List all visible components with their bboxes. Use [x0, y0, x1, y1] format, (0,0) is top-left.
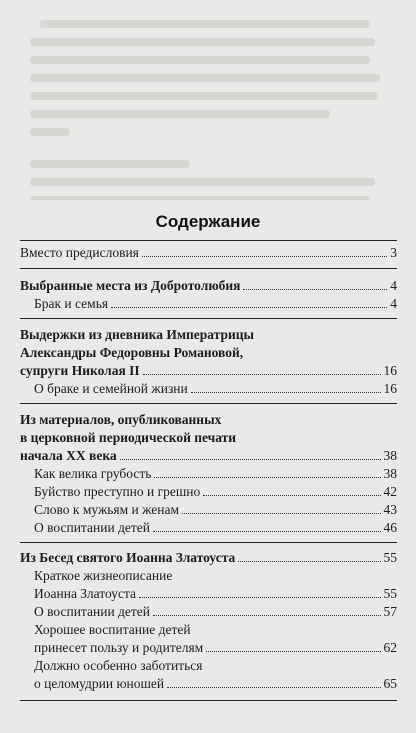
section-rule	[20, 318, 397, 319]
toc-entry-child-upbringing-2[interactable]	[34, 603, 397, 620]
toc-entry-text: Брак и семья	[34, 296, 109, 311]
toc-page-number: 4	[390, 296, 397, 311]
toc-page-number: 38	[383, 466, 397, 481]
toc-leader	[206, 650, 380, 652]
toc-leader	[120, 458, 381, 460]
toc-entry-line: Краткое жизнеописание	[34, 568, 173, 583]
toc-leader	[111, 306, 387, 308]
toc-page-number: 55	[383, 550, 397, 565]
toc-leader	[191, 391, 381, 393]
toc-leader	[167, 686, 380, 688]
toc-leader	[182, 512, 380, 514]
toc-entry-text: О браке и семейной жизни	[34, 381, 188, 396]
toc-leader	[139, 596, 380, 598]
toc-entry-chastity[interactable]	[34, 675, 397, 692]
toc-entry-violence[interactable]	[34, 483, 397, 500]
toc-leader	[153, 530, 380, 532]
toc-entry-line: Александры Федоровны Романовой,	[20, 345, 244, 360]
toc-entry-preface[interactable]	[20, 244, 397, 261]
toc-entry-chrysostom[interactable]	[20, 549, 397, 566]
toc-page-number: 62	[383, 640, 397, 655]
toc-entry-text: Вместо предисловия	[20, 245, 139, 260]
toc-page-number: 16	[383, 363, 397, 378]
toc-leader	[142, 255, 387, 257]
toc-page-number: 65	[383, 676, 397, 691]
toc-entry-brak-i-semya[interactable]	[34, 295, 397, 312]
toc-entry-line: в церковной периодической печати	[20, 430, 237, 445]
toc-page-number: 16	[383, 381, 397, 396]
toc-page-number: 38	[383, 448, 397, 463]
toc-entry-diary[interactable]	[20, 362, 397, 379]
toc-entry-line: Из материалов, опубликованных	[20, 412, 222, 427]
toc-entry-text: Иоанна Златоуста	[34, 586, 137, 601]
toc-leader	[153, 614, 380, 616]
toc-entry-periodicals[interactable]	[20, 447, 397, 464]
toc-entry-marriage[interactable]	[34, 380, 397, 397]
toc-leader	[203, 494, 380, 496]
toc-page-number: 55	[383, 586, 397, 601]
toc-entry-line: Выдержки из дневника Императрицы	[20, 327, 255, 342]
toc-leader	[238, 560, 380, 562]
toc-entry-text: принесет пользу и родителям	[34, 640, 204, 655]
toc-entry-text: о целомудрии юношей	[34, 676, 165, 691]
toc-leader	[143, 373, 381, 375]
toc-entry-text: О воспитании детей	[34, 604, 151, 619]
toc-entry-text: Выбранные места из Добротолюбия	[20, 278, 241, 293]
toc-entry-dobrotolubie[interactable]	[20, 277, 397, 294]
toc-page-number: 4	[390, 278, 397, 293]
toc-entry-text: О воспитании детей	[34, 520, 151, 535]
section-rule	[20, 268, 397, 269]
bottom-rule	[20, 700, 397, 701]
toc-entry-rudeness[interactable]	[34, 465, 397, 482]
toc-page-number: 3	[390, 245, 397, 260]
toc-entry-text: Из Бесед святого Иоанна Златоуста	[20, 550, 236, 565]
toc-entry-text: Как велика грубость	[34, 466, 152, 481]
toc-leader	[154, 476, 380, 478]
toc-title: Содержание	[0, 212, 416, 232]
toc-page-number: 43	[383, 502, 397, 517]
toc-entry-text: супруги Николая II	[20, 363, 140, 378]
toc-leader	[243, 288, 387, 290]
toc-page-number: 57	[383, 604, 397, 619]
toc-entry-child-upbringing[interactable]	[34, 519, 397, 536]
toc-page-number: 42	[383, 484, 397, 499]
toc-entry-biography[interactable]	[34, 585, 397, 602]
toc-entry-text: начала XX века	[20, 448, 117, 463]
toc-entry-good-upbringing[interactable]	[34, 639, 397, 656]
toc-page-number: 46	[383, 520, 397, 535]
show-through-text	[0, 0, 416, 200]
toc-entry-line: Должно особенно заботиться	[34, 658, 203, 673]
top-rule	[20, 240, 397, 241]
toc-entry-text: Слово к мужьям и женам	[34, 502, 180, 517]
toc-entry-word-to-spouses[interactable]	[34, 501, 397, 518]
toc-entry-line: Хорошее воспитание детей	[34, 622, 191, 637]
section-rule	[20, 403, 397, 404]
toc-entry-text: Буйство преступно и грешно	[34, 484, 201, 499]
section-rule	[20, 542, 397, 543]
